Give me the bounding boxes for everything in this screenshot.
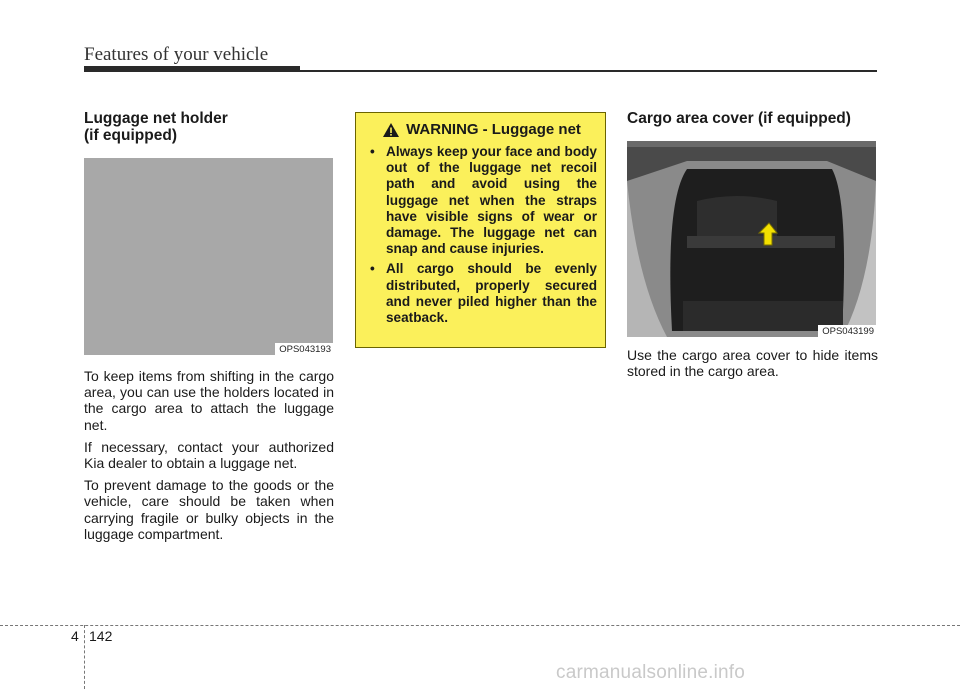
warning-subtitle: - Luggage net [482, 121, 581, 138]
warning-column [355, 112, 606, 348]
header-bar [84, 66, 300, 72]
bullet: • [370, 144, 375, 159]
luggage-net-heading-line1: Luggage net holder [84, 110, 228, 127]
cargo-cover-paragraph: Use the cargo area cover to hide items stored in the cargo area. [627, 347, 878, 380]
warning-list [366, 144, 597, 326]
cargo-cover-heading: Cargo area cover (if equipped) [627, 110, 851, 127]
bullet: • [370, 261, 375, 277]
chapter-number: 4 [71, 628, 79, 644]
warning-item [366, 144, 597, 257]
cargo-cover-figure [627, 141, 876, 337]
page-number: 142 [89, 628, 113, 644]
cargo-area-photo [627, 141, 876, 337]
figure-code: OPS043199 [818, 325, 876, 337]
warning-box [355, 112, 606, 348]
warning-item [366, 261, 597, 326]
warning-item-text: All cargo should be evenly distributed, properly secured and never piled higher than the seatback. [386, 261, 597, 326]
watermark-text: carmanualsonline.info [556, 662, 746, 683]
warning-title-text: WARNING [406, 121, 479, 138]
footer-rule [0, 625, 960, 626]
luggage-net-paragraph: If necessary, contact your authorized Kia dealer to obtain a luggage net. [84, 438, 334, 472]
figure-code: OPS043193 [275, 343, 333, 355]
header-rule [300, 70, 877, 72]
cargo-cover-section [627, 110, 878, 385]
warning-triangle-icon [382, 122, 400, 138]
page-header-title: Features of your vehicle [84, 44, 269, 65]
warning-title [366, 121, 597, 138]
luggage-net-paragraph: To keep items from shifting in the cargo area, you can use the holders located in the cargo area to attach the luggage net. [84, 368, 334, 433]
warning-item-text: Always keep your face and body out of the luggage net recoil path and avoid using the luggage net when the straps have visible signs of wear or damage. The luggage net can snap and cause injuries. [386, 144, 597, 257]
luggage-net-heading-line2: (if equipped) [84, 127, 177, 144]
luggage-net-section [84, 110, 334, 548]
luggage-net-figure [84, 158, 333, 355]
footer-divider [84, 625, 85, 689]
luggage-net-heading [84, 110, 334, 144]
luggage-net-paragraph: To prevent damage to the goods or the vehicle, care should be taken when carrying fragile or bulky objects in the luggage compartment. [84, 477, 334, 542]
